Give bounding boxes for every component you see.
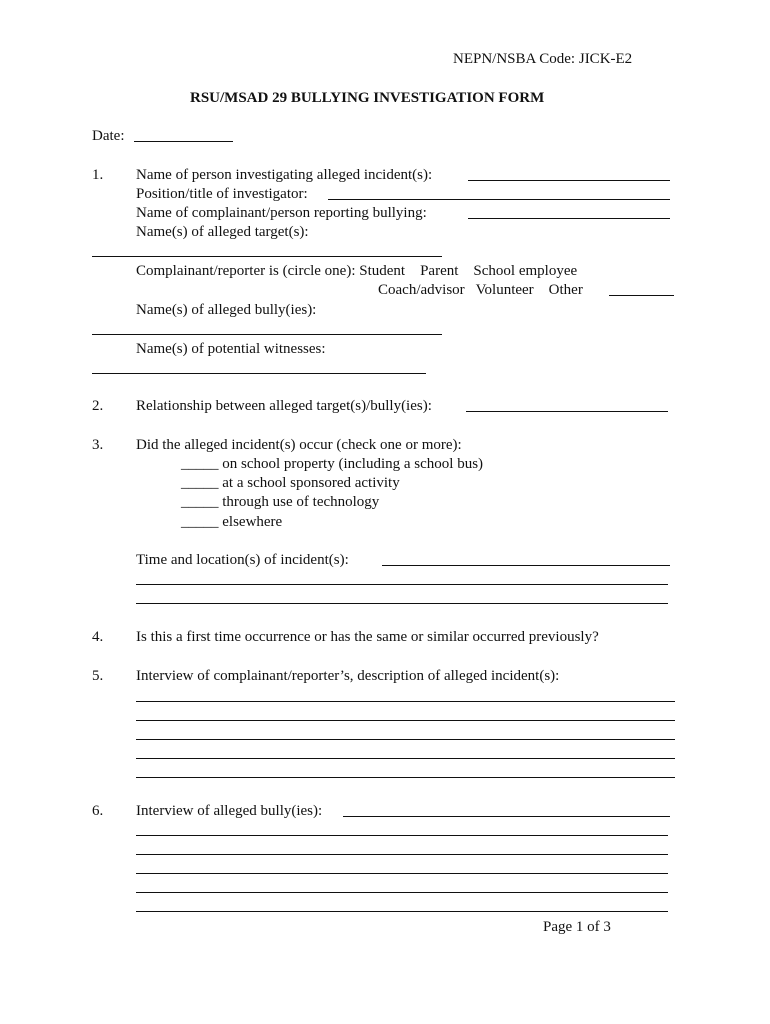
q5-answer-line-5[interactable] [136,777,675,778]
q6-answer-line-4[interactable] [136,892,668,893]
q3-option-technology[interactable]: _____ through use of technology [181,494,380,510]
q6-answer-line-0[interactable] [343,816,670,817]
targets-field[interactable] [92,256,442,257]
q6-answer-line-5[interactable] [136,911,668,912]
q3-option-school-property[interactable]: _____ on school property (including a school bus) [181,456,484,472]
investigator-name-field[interactable] [468,180,670,181]
q4-label: Is this a first time occurrence or has the same or similar occurred previously? [136,629,599,645]
other-field[interactable] [609,295,674,296]
q3-label: Did the alleged incident(s) occur (check one or more): [136,437,462,453]
q3-time-location-label: Time and location(s) of incident(s): [136,552,349,568]
witnesses-field[interactable] [92,373,426,374]
q1-bullies-label: Name(s) of alleged bully(ies): [136,302,317,318]
q6-answer-line-3[interactable] [136,873,668,874]
investigator-title-field[interactable] [328,199,670,200]
time-location-field-1[interactable] [382,565,670,566]
q1-complainant-is-label-2: Coach/advisor Volunteer Other [378,282,583,298]
q5-answer-line-4[interactable] [136,758,675,759]
q2-number: 2. [92,398,104,414]
page-number: Page 1 of 3 [543,919,611,935]
q6-label: Interview of alleged bully(ies): [136,803,323,819]
relationship-field[interactable] [466,411,668,412]
complainant-name-field[interactable] [468,218,670,219]
q1-number: 1. [92,167,104,183]
time-location-field-2[interactable] [136,584,668,585]
q1-witnesses-label: Name(s) of potential witnesses: [136,341,326,357]
q4-number: 4. [92,629,104,645]
q3-option-elsewhere[interactable]: _____ elsewhere [181,514,283,530]
form-code: NEPN/NSBA Code: JICK-E2 [453,51,633,67]
q3-number: 3. [92,437,104,453]
q5-label: Interview of complainant/reporter’s, description of alleged incident(s): [136,668,560,684]
q1-complainant-name-label: Name of complainant/person reporting bullying: [136,205,427,221]
q6-answer-line-1[interactable] [136,835,668,836]
time-location-field-3[interactable] [136,603,668,604]
q1-investigator-name-label: Name of person investigating alleged incident(s): [136,167,433,183]
q1-targets-label: Name(s) of alleged target(s): [136,224,309,240]
q6-answer-line-2[interactable] [136,854,668,855]
date-field[interactable] [134,141,233,142]
page-title: RSU/MSAD 29 BULLYING INVESTIGATION FORM [190,90,545,106]
q1-investigator-title-label: Position/title of investigator: [136,186,308,202]
q2-label: Relationship between alleged target(s)/bully(ies): [136,398,432,414]
q5-answer-line-3[interactable] [136,739,675,740]
q1-complainant-is-label: Complainant/reporter is (circle one): Student Parent School employee [136,263,578,279]
date-label: Date: [92,128,125,144]
q5-number: 5. [92,668,104,684]
q5-answer-line-2[interactable] [136,720,675,721]
q6-number: 6. [92,803,104,819]
bullies-field[interactable] [92,334,442,335]
q3-option-school-activity[interactable]: _____ at a school sponsored activity [181,475,400,491]
q5-answer-line-1[interactable] [136,701,675,702]
